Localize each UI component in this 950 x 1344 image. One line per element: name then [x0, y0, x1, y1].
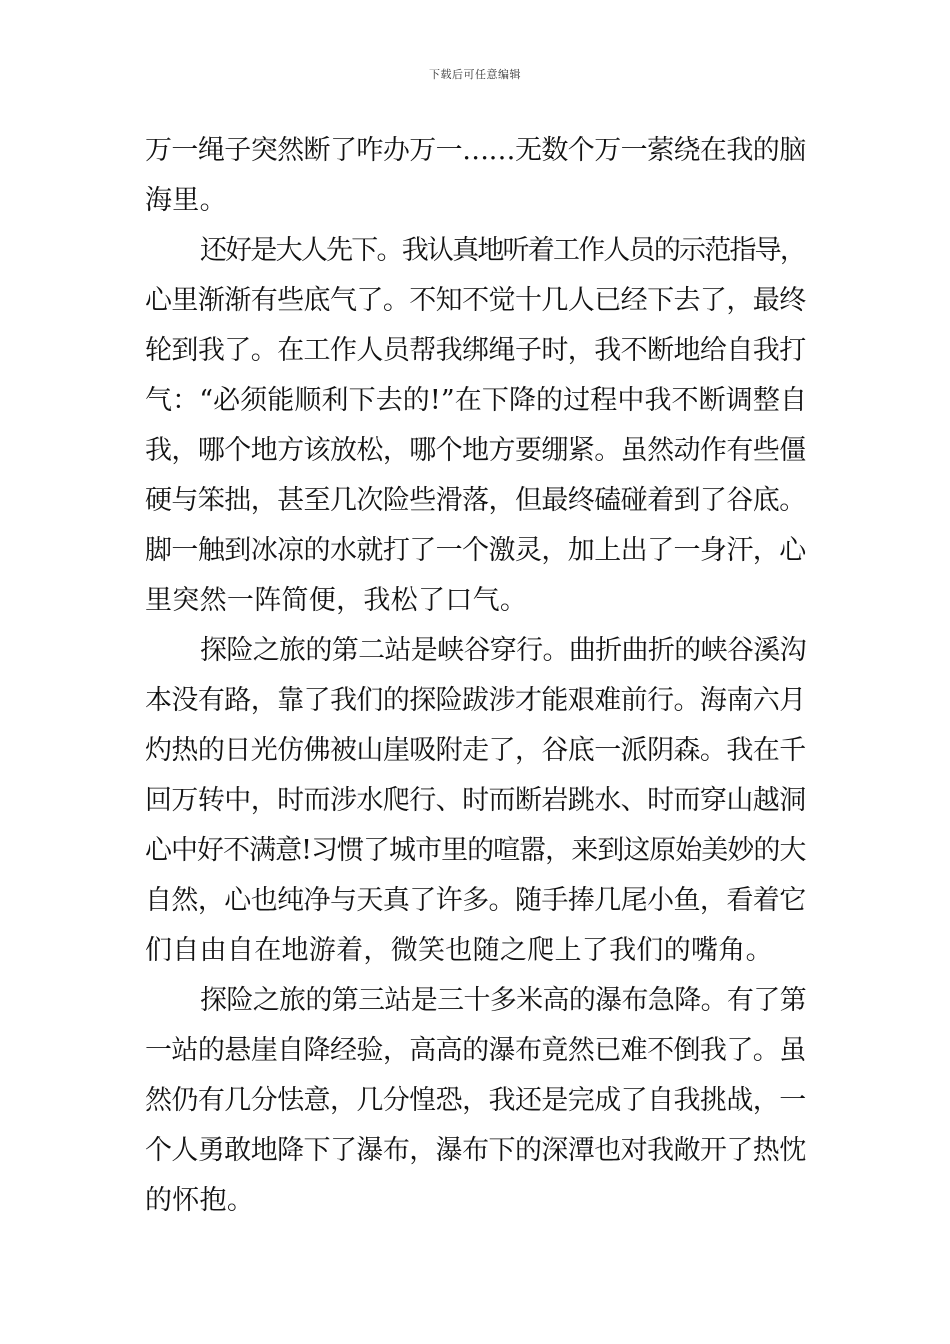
text-line: 万一绳子突然断了咋办万一……无数个万一萦绕在我的脑 — [145, 135, 806, 166]
text-line: 里突然一阵简便，我松了口气。 — [145, 585, 528, 616]
text-line: 还好是大人先下。我认真地听着工作人员的示范指导， — [200, 235, 806, 266]
text-line: 探险之旅的第三站是三十多米高的瀑布急降。有了第 — [200, 985, 806, 1016]
text-line: 硬与笨拙，甚至几次险些滑落，但最终磕碰着到了谷底。 — [145, 485, 806, 516]
body-text — [145, 126, 807, 1226]
text-line: 自然，心也纯净与天真了许多。随手捧几尾小鱼，看着它 — [145, 885, 806, 916]
text-line: 然仍有几分怯意，几分惶恐，我还是完成了自我挑战，一 — [145, 1085, 806, 1116]
text-line: 气：“必须能顺利下去的!”在下降的过程中我不断调整自 — [145, 385, 808, 416]
text-line: 们自由自在地游着，微笑也随之爬上了我们的嘴角。 — [145, 935, 773, 966]
text-line: 心中好不满意!习惯了城市里的喧嚣，来到这原始美妙的大 — [145, 835, 806, 866]
text-line: 个人勇敢地降下了瀑布，瀑布下的深潭也对我敞开了热忱 — [145, 1135, 806, 1166]
text-line: 轮到我了。在工作人员帮我绑绳子时，我不断地给自我打 — [145, 335, 806, 366]
page-header: 下载后可任意编辑 — [429, 68, 521, 81]
text-line: 脚一触到冰凉的水就打了一个激灵，加上出了一身汗，心 — [145, 535, 806, 566]
text-line: 本没有路，靠了我们的探险跋涉才能艰难前行。海南六月 — [145, 685, 806, 716]
text-line: 我，哪个地方该放松，哪个地方要绷紧。虽然动作有些僵 — [145, 435, 806, 466]
text-line: 一站的悬崖自降经验，高高的瀑布竟然已难不倒我了。虽 — [145, 1035, 806, 1066]
text-line: 海里。 — [145, 185, 227, 216]
text-line: 心里渐渐有些底气了。不知不觉十几人已经下去了，最终 — [145, 285, 806, 316]
text-line: 回万转中，时而涉水爬行、时而断岩跳水、时而穿山越洞 — [145, 785, 806, 816]
text-line: 灼热的日光仿佛被山崖吸附走了，谷底一派阴森。我在千 — [145, 735, 806, 766]
text-line: 探险之旅的第二站是峡谷穿行。曲折曲折的峡谷溪沟 — [200, 635, 806, 666]
text-line: 的怀抱。 — [145, 1185, 255, 1216]
